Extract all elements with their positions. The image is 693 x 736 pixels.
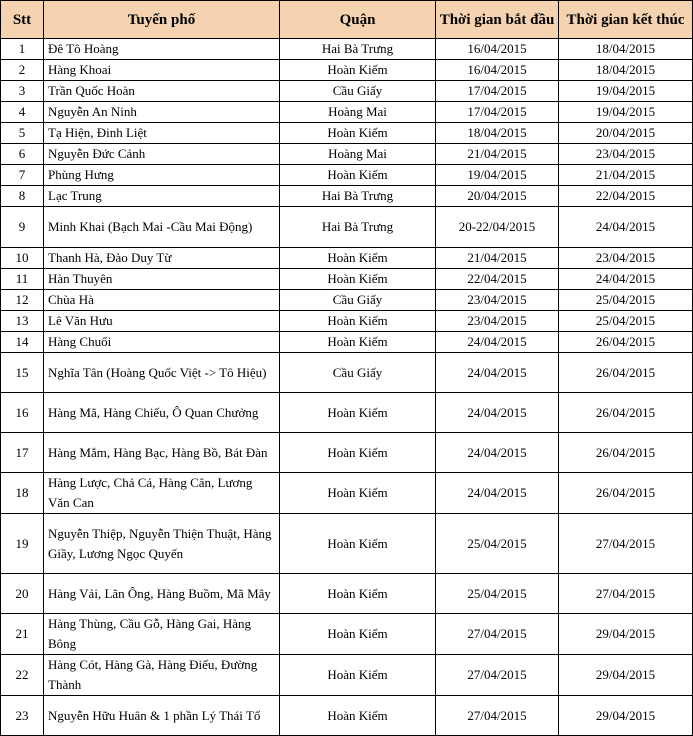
header-end-date: Thời gian kết thúc: [559, 1, 693, 39]
cell-district: Hoàn Kiếm: [280, 433, 436, 473]
cell-stt: 19: [1, 514, 44, 574]
header-street: Tuyến phố: [44, 1, 280, 39]
cell-start-date: 21/04/2015: [436, 144, 559, 165]
cell-district: Hoàn Kiếm: [280, 614, 436, 655]
cell-district: Hoàn Kiếm: [280, 248, 436, 269]
cell-street: Hàng Khoai: [44, 60, 280, 81]
cell-street: Chùa Hà: [44, 290, 280, 311]
table-row: [1, 186, 693, 207]
cell-start-date: 23/04/2015: [436, 311, 559, 332]
cell-street: Nguyễn Thiệp, Nguyễn Thiện Thuật, Hàng Giầy, Lương Ngọc Quyến: [44, 514, 280, 574]
header-stt: Stt: [1, 1, 44, 39]
cell-end-date: 18/04/2015: [559, 60, 693, 81]
table-row: [1, 165, 693, 186]
cell-street: Hàng Thùng, Cầu Gỗ, Hàng Gai, Hàng Bông: [44, 614, 280, 655]
cell-end-date: 26/04/2015: [559, 473, 693, 514]
cell-street: Hàng Vải, Lãn Ông, Hàng Buồm, Mã Mây: [44, 574, 280, 614]
cell-street: Nguyễn An Ninh: [44, 102, 280, 123]
cell-stt: 20: [1, 574, 44, 614]
cell-end-date: 25/04/2015: [559, 311, 693, 332]
cell-start-date: 21/04/2015: [436, 248, 559, 269]
cell-stt: 2: [1, 60, 44, 81]
table-row: [1, 207, 693, 248]
cell-end-date: 24/04/2015: [559, 269, 693, 290]
cell-start-date: 24/04/2015: [436, 433, 559, 473]
table-row: [1, 81, 693, 102]
cell-start-date: 24/04/2015: [436, 473, 559, 514]
cell-street: Hàng Mã, Hàng Chiếu, Ô Quan Chưởng: [44, 393, 280, 433]
cell-street: Hàng Cót, Hàng Gà, Hàng Điếu, Đường Thành: [44, 655, 280, 696]
table-row: [1, 269, 693, 290]
cell-start-date: 27/04/2015: [436, 655, 559, 696]
cell-street: Lạc Trung: [44, 186, 280, 207]
cell-street: Đê Tô Hoàng: [44, 39, 280, 60]
cell-street: Hàng Lược, Chả Cá, Hàng Cân, Lương Văn Can: [44, 473, 280, 514]
cell-end-date: 23/04/2015: [559, 144, 693, 165]
cell-street: Tạ Hiện, Đinh Liệt: [44, 123, 280, 144]
cell-end-date: 26/04/2015: [559, 433, 693, 473]
cell-end-date: 29/04/2015: [559, 696, 693, 736]
cell-start-date: 16/04/2015: [436, 39, 559, 60]
cell-end-date: 26/04/2015: [559, 393, 693, 433]
cell-end-date: 27/04/2015: [559, 574, 693, 614]
cell-stt: 4: [1, 102, 44, 123]
cell-stt: 14: [1, 332, 44, 353]
cell-end-date: 26/04/2015: [559, 332, 693, 353]
cell-stt: 13: [1, 311, 44, 332]
table-row: [1, 311, 693, 332]
table-row: [1, 60, 693, 81]
cell-end-date: 23/04/2015: [559, 248, 693, 269]
cell-stt: 7: [1, 165, 44, 186]
cell-street: Minh Khai (Bạch Mai -Cầu Mai Động): [44, 207, 280, 248]
cell-district: Hai Bà Trưng: [280, 207, 436, 248]
cell-street: Nguyễn Hữu Huân & 1 phần Lý Thái Tổ: [44, 696, 280, 736]
table-row: [1, 248, 693, 269]
cell-district: Hoàn Kiếm: [280, 574, 436, 614]
cell-end-date: 21/04/2015: [559, 165, 693, 186]
cell-street: Thanh Hà, Đào Duy Từ: [44, 248, 280, 269]
cell-end-date: 18/04/2015: [559, 39, 693, 60]
cell-start-date: 25/04/2015: [436, 514, 559, 574]
cell-stt: 11: [1, 269, 44, 290]
cell-district: Hoàn Kiếm: [280, 165, 436, 186]
table-row: [1, 614, 693, 655]
cell-start-date: 24/04/2015: [436, 353, 559, 393]
table-row: [1, 473, 693, 514]
cell-district: Hai Bà Trưng: [280, 186, 436, 207]
table-row: [1, 433, 693, 473]
header-row: [1, 1, 693, 39]
cell-end-date: 26/04/2015: [559, 353, 693, 393]
cell-start-date: 20-22/04/2015: [436, 207, 559, 248]
cell-district: Cầu Giấy: [280, 290, 436, 311]
cell-start-date: 18/04/2015: [436, 123, 559, 144]
cell-start-date: 20/04/2015: [436, 186, 559, 207]
cell-start-date: 27/04/2015: [436, 696, 559, 736]
cell-end-date: 29/04/2015: [559, 614, 693, 655]
table-row: [1, 123, 693, 144]
cell-stt: 17: [1, 433, 44, 473]
table-row: [1, 144, 693, 165]
cell-street: Hàng Mắm, Hàng Bạc, Hàng Bồ, Bát Đàn: [44, 433, 280, 473]
cell-stt: 23: [1, 696, 44, 736]
cell-stt: 22: [1, 655, 44, 696]
cell-stt: 8: [1, 186, 44, 207]
cell-stt: 18: [1, 473, 44, 514]
cell-district: Hai Bà Trưng: [280, 39, 436, 60]
cell-street: Phùng Hưng: [44, 165, 280, 186]
cell-district: Hoàn Kiếm: [280, 655, 436, 696]
table-header: [1, 1, 693, 39]
cell-start-date: 24/04/2015: [436, 332, 559, 353]
cell-district: Hoàn Kiếm: [280, 269, 436, 290]
cell-district: Hoàn Kiếm: [280, 473, 436, 514]
cell-end-date: 20/04/2015: [559, 123, 693, 144]
cell-end-date: 29/04/2015: [559, 655, 693, 696]
cell-district: Cầu Giấy: [280, 81, 436, 102]
cell-district: Hoàng Mai: [280, 102, 436, 123]
cell-stt: 5: [1, 123, 44, 144]
cell-start-date: 22/04/2015: [436, 269, 559, 290]
cell-start-date: 16/04/2015: [436, 60, 559, 81]
cell-start-date: 17/04/2015: [436, 102, 559, 123]
cell-stt: 1: [1, 39, 44, 60]
cell-end-date: 27/04/2015: [559, 514, 693, 574]
cell-stt: 15: [1, 353, 44, 393]
cell-start-date: 25/04/2015: [436, 574, 559, 614]
cell-stt: 6: [1, 144, 44, 165]
table-row: [1, 332, 693, 353]
cell-stt: 9: [1, 207, 44, 248]
cell-stt: 3: [1, 81, 44, 102]
cell-end-date: 19/04/2015: [559, 81, 693, 102]
cell-street: Nguyễn Đức Cảnh: [44, 144, 280, 165]
cell-start-date: 24/04/2015: [436, 393, 559, 433]
cell-end-date: 25/04/2015: [559, 290, 693, 311]
table-row: [1, 393, 693, 433]
table-row: [1, 353, 693, 393]
cell-start-date: 23/04/2015: [436, 290, 559, 311]
table-row: [1, 290, 693, 311]
cell-start-date: 19/04/2015: [436, 165, 559, 186]
cell-street: Trần Quốc Hoàn: [44, 81, 280, 102]
header-district: Quận: [280, 1, 436, 39]
table-row: [1, 655, 693, 696]
cell-stt: 21: [1, 614, 44, 655]
cell-street: Hàng Chuối: [44, 332, 280, 353]
table-row: [1, 574, 693, 614]
table-row: [1, 39, 693, 60]
cell-district: Hoàn Kiếm: [280, 123, 436, 144]
cell-start-date: 27/04/2015: [436, 614, 559, 655]
cell-end-date: 19/04/2015: [559, 102, 693, 123]
cell-street: Nghĩa Tân (Hoàng Quốc Việt -> Tô Hiệu): [44, 353, 280, 393]
cell-start-date: 17/04/2015: [436, 81, 559, 102]
cell-district: Hoàng Mai: [280, 144, 436, 165]
cell-stt: 10: [1, 248, 44, 269]
cell-street: Hàn Thuyên: [44, 269, 280, 290]
table-row: [1, 514, 693, 574]
cell-end-date: 22/04/2015: [559, 186, 693, 207]
cell-district: Hoàn Kiếm: [280, 696, 436, 736]
cell-district: Hoàn Kiếm: [280, 332, 436, 353]
cell-district: Hoàn Kiếm: [280, 311, 436, 332]
table-row: [1, 696, 693, 736]
header-start-date: Thời gian bắt đầu: [436, 1, 559, 39]
cell-stt: 12: [1, 290, 44, 311]
cell-district: Hoàn Kiếm: [280, 393, 436, 433]
table-row: [1, 102, 693, 123]
cell-district: Cầu Giấy: [280, 353, 436, 393]
table-body: [1, 39, 693, 736]
cell-street: Lê Văn Hưu: [44, 311, 280, 332]
cell-end-date: 24/04/2015: [559, 207, 693, 248]
cell-district: Hoàn Kiếm: [280, 60, 436, 81]
cell-district: Hoàn Kiếm: [280, 514, 436, 574]
cell-stt: 16: [1, 393, 44, 433]
